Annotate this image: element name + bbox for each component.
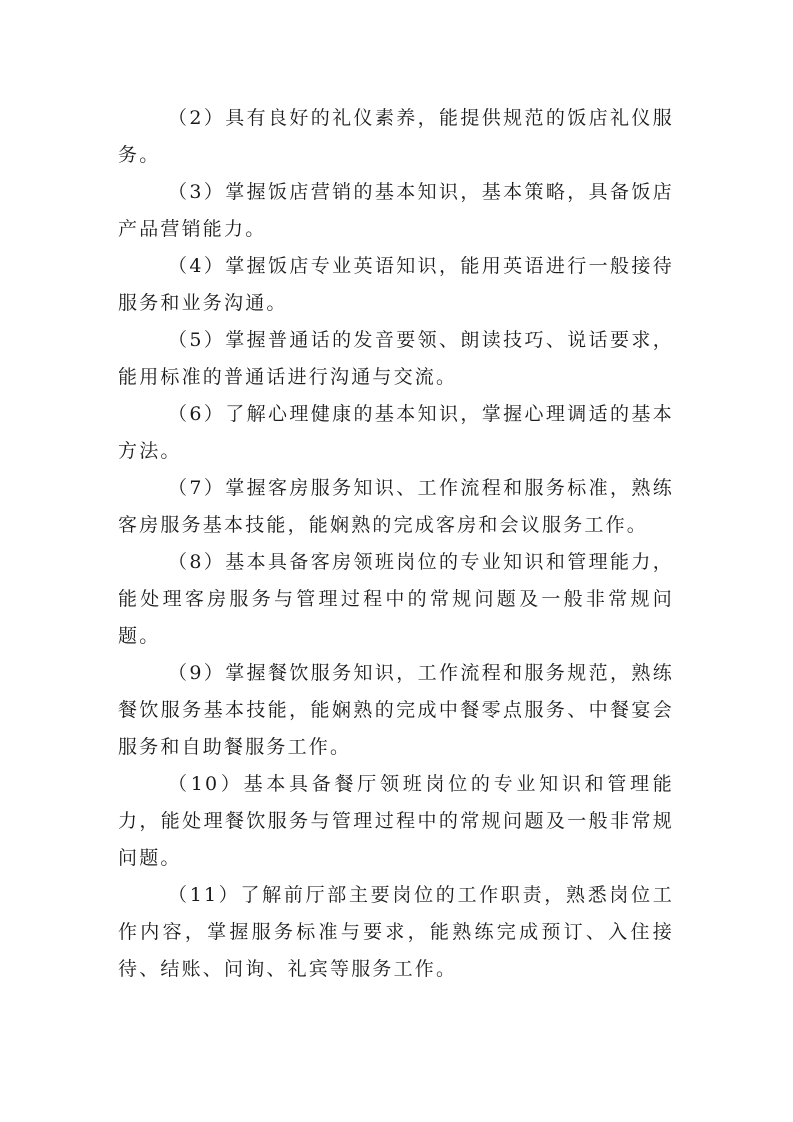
paragraph-item-6: （6）了解心理健康的基本知识，掌握心理调适的基本方法。: [118, 403, 674, 462]
paragraph-item-5: （5）掌握普通话的发音要领、朗读技巧、说话要求，能用标准的普通话进行沟通与交流。: [118, 329, 674, 388]
paragraph-item-11: （11）了解前厅部主要岗位的工作职责，熟悉岗位工作内容，掌握服务标准与要求，能熟练完成预订、入住接待、结账、问询、礼宾等服务工作。: [118, 884, 674, 980]
paragraph-item-2: （2）具有良好的礼仪素养，能提供规范的饭店礼仪服务。: [118, 107, 674, 166]
paragraph-item-7: （7）掌握客房服务知识、工作流程和服务标准，熟练客房服务基本技能，能娴熟的完成客房和会议服务工作。: [118, 477, 674, 536]
paragraph-item-4: （4）掌握饭店专业英语知识，能用英语进行一般接待服务和业务沟通。: [118, 255, 674, 314]
paragraph-item-9: （9）掌握餐饮服务知识，工作流程和服务规范，熟练餐饮服务基本技能，能娴熟的完成中餐零点服务、中餐宴会服务和自助餐服务工作。: [118, 662, 674, 758]
paragraph-item-10: （10）基本具备餐厅领班岗位的专业知识和管理能力，能处理餐饮服务与管理过程中的常规问题及一般非常规问题。: [118, 773, 674, 869]
paragraph-item-8: （8）基本具备客房领班岗位的专业知识和管理能力，能处理客房服务与管理过程中的常规问题及一般非常规问题。: [118, 551, 674, 647]
document-body: [118, 100, 674, 988]
paragraph-item-3: （3）掌握饭店营销的基本知识，基本策略，具备饭店产品营销能力。: [118, 181, 674, 240]
